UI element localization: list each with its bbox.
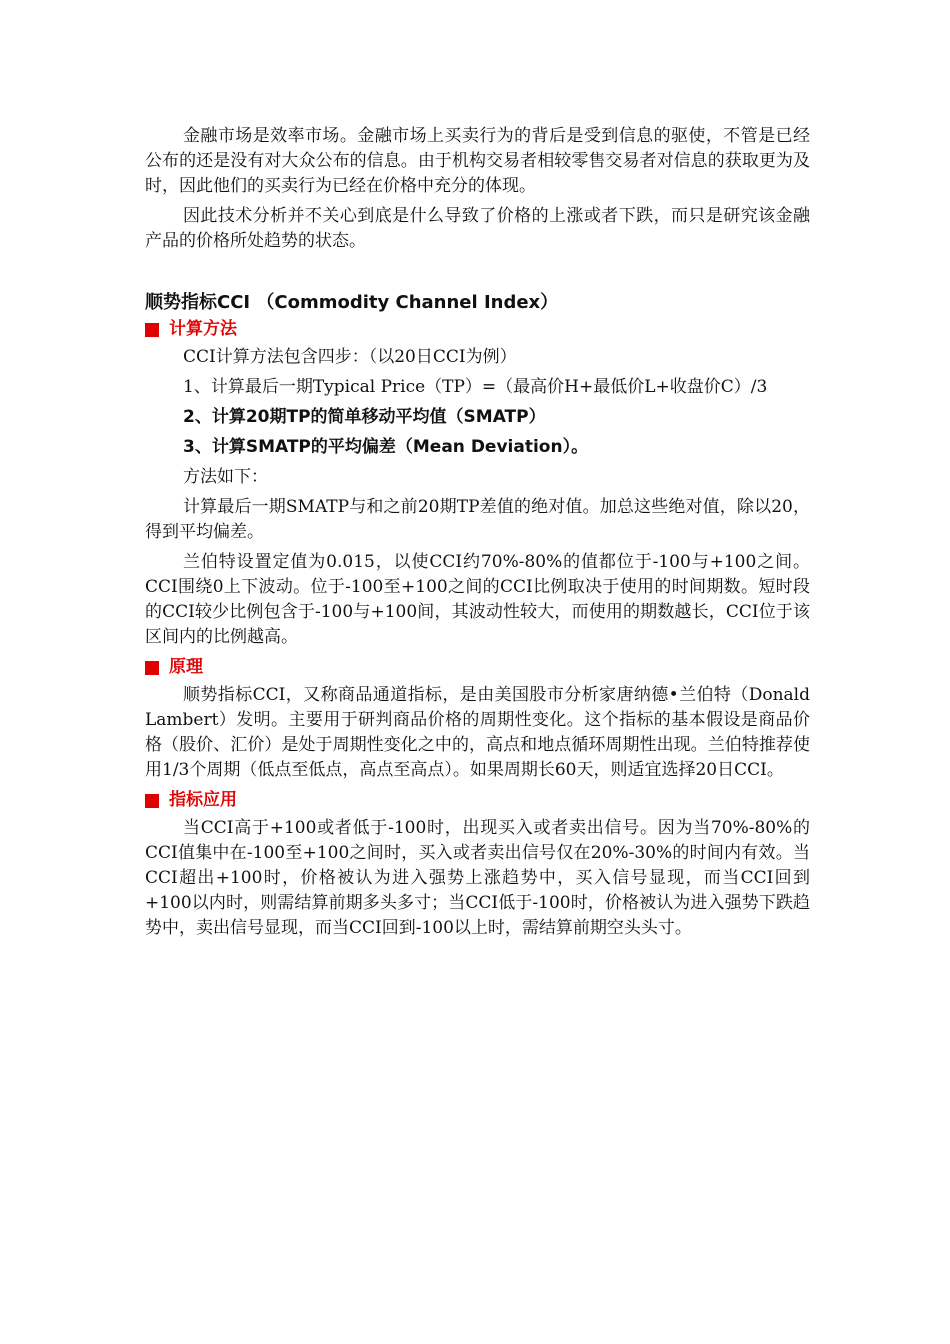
square-bullet-icon: [145, 323, 159, 337]
calc-step-2: 2、计算20期TP的简单移动平均值（SMATP）: [183, 407, 546, 427]
calc-step-1: 1、计算最后一期Typical Price（TP）=（最高价H+最低价L+收盘价C）/3: [183, 377, 768, 397]
subheading-calc-label: 计算方法: [169, 319, 237, 339]
calc-method-label: 方法如下：: [183, 467, 268, 487]
intro-paragraph-1: 金融市场是效率市场。金融市场上买卖行为的背后是受到信息的驱使，不管是已经公布的还是没有对大众公布的信息。由于机构交易者相较零售交易者对信息的获取更为及时，因此他们的买卖行为已经在价格中充分的体现。: [145, 126, 810, 196]
subheading-calc: [145, 317, 810, 342]
calc-step-3: 3、计算SMATP的平均偏差（Mean Deviation）。: [183, 437, 589, 457]
calc-paragraph-1: CCI计算方法包含四步：（以20日CCI为例）: [183, 347, 517, 367]
subheading-principle-label: 原理: [169, 657, 203, 677]
document-body: [145, 124, 810, 946]
subheading-application: [145, 788, 810, 813]
intro-paragraph-2: 因此技术分析并不关心到底是什么导致了价格的上涨或者下跌，而只是研究该金融产品的价格所处趋势的状态。: [145, 206, 810, 251]
subheading-application-label: 指标应用: [169, 790, 237, 810]
subheading-principle: [145, 655, 810, 680]
calc-constant-note: 兰伯特设置定值为0.015，以使CCI约70%-80%的值都位于-100与+100之间。CCI围绕0上下波动。位于-100至+100之间的CCI比例取决于使用的时间期数。短时段的CCI较少比例包含于-100与+100间，其波动性较大，而使用的期数越长，CCI位于该区间内的比例越高。: [145, 552, 810, 647]
principle-paragraph: 顺势指标CCI，又称商品通道指标，是由美国股市分析家唐纳德•兰伯特（Donald Lambert）发明。主要用于研判商品价格的周期性变化。这个指标的基本假设是商品价格（股价、汇价）是处于周期性变化之中的，高点和地点循环周期性出现。兰伯特推荐使用1/3个周期（低点至低点，高点至高点）。如果周期长60天，则适宜选择20日CCI。: [145, 685, 810, 780]
section-title: 顺势指标CCI （Commodity Channel Index）: [145, 292, 559, 313]
calc-method-detail: 计算最后一期SMATP与和之前20期TP差值的绝对值。加总这些绝对值，除以20，得到平均偏差。: [145, 497, 810, 542]
square-bullet-icon: [145, 661, 159, 675]
square-bullet-icon: [145, 794, 159, 808]
application-paragraph: 当CCI高于+100或者低于-100时，出现买入或者卖出信号。因为当70%-80%的CCI值集中在-100至+100之间时，买入或者卖出信号仅在20%-30%的时间内有效。当CCI超出+100时，价格被认为进入强势上涨趋势中，买入信号显现，而当CCI回到+100以内时，则需结算前期多头多寸；当CCI低于-100时，价格被认为进入强势下跌趋势中，卖出信号显现，而当CCI回到-100以上时，需结算前期空头头寸。: [145, 818, 810, 938]
